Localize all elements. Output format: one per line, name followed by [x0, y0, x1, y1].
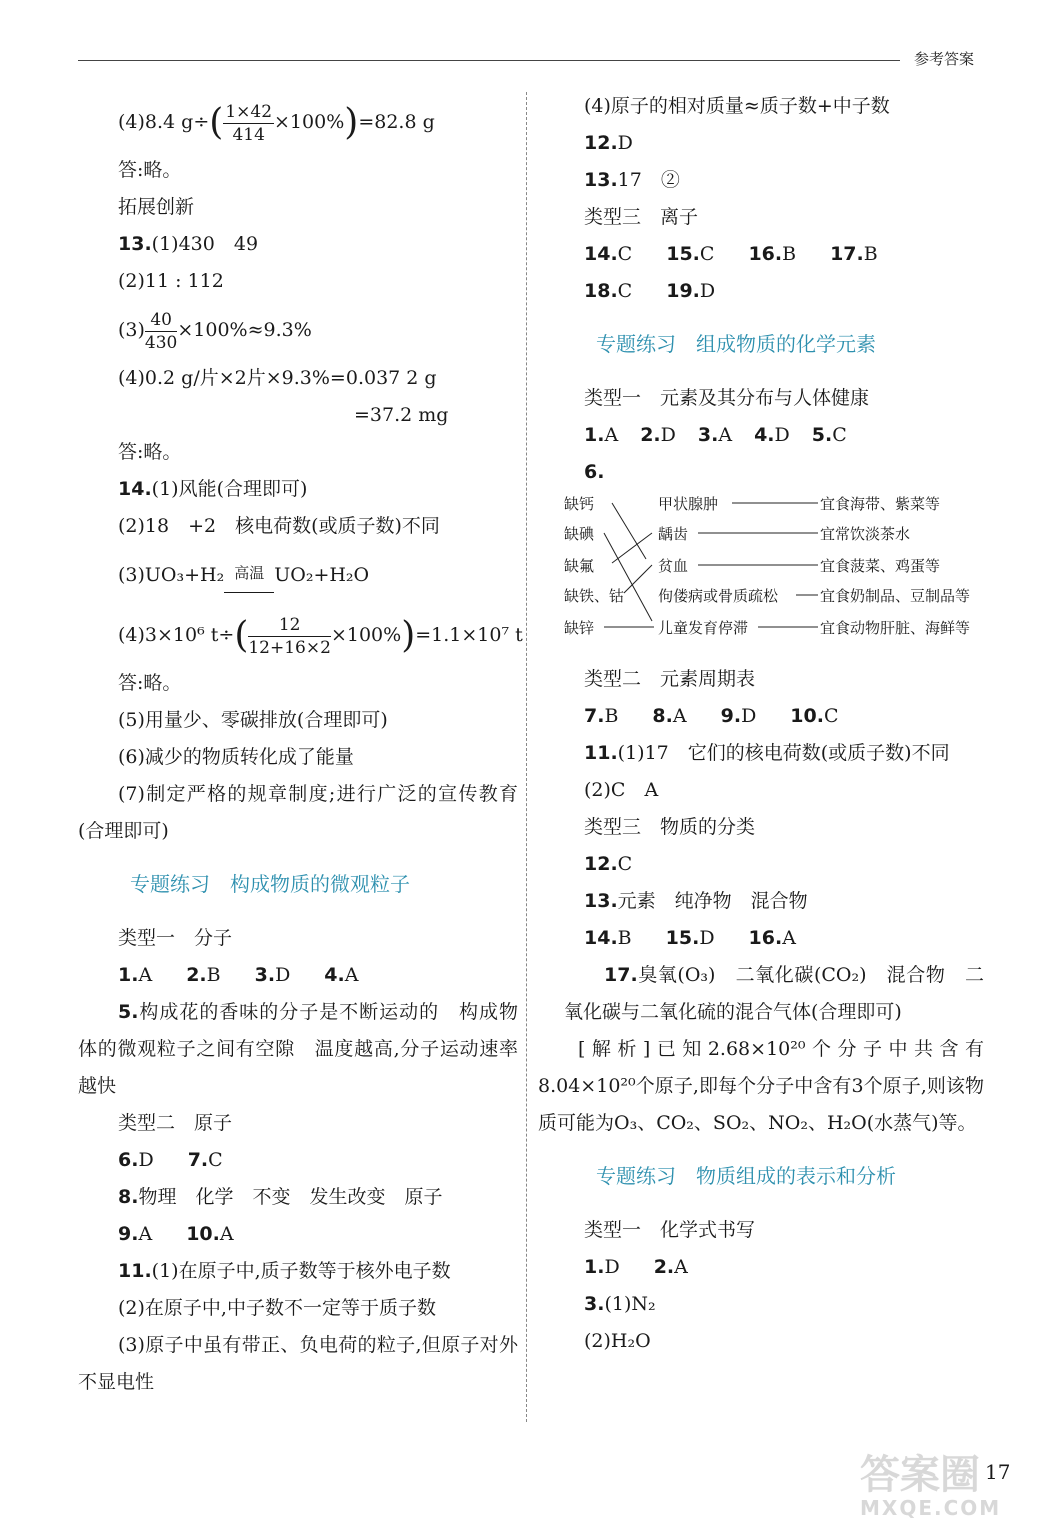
answer-row: 1.D 2.A: [584, 1256, 688, 1278]
match-right-item: 宜常饮淡茶水: [820, 525, 911, 543]
answer-line: (5)用量少、零碳排放(合理即可): [118, 709, 388, 731]
watermark: 答案圈 MXQE.COM: [860, 1452, 1002, 1520]
fraction: $\frac{1\times 42}{414}$: [225, 101, 273, 145]
match-left-item: 缺铁、钴: [564, 587, 625, 605]
header-title: 参考答案: [914, 50, 975, 68]
match-left-item: 缺氟: [564, 557, 595, 575]
match-left-item: 缺碘: [564, 525, 595, 543]
left-column: [78, 100, 523, 1401]
answer-line: 答:略。: [118, 159, 182, 181]
match-right-item: 宜食菠菜、鸡蛋等: [820, 557, 941, 575]
answer-row: 14.B 15.D 16.A: [584, 927, 796, 949]
answer-line: (4)3×10⁶ t÷( $\frac{12}{12+16\times 2}$ ×100%)=1.1×10⁷ t: [118, 614, 523, 658]
answer-row: 14.C 15.C 16.B 17.B: [584, 243, 878, 265]
answer-row: 1.A 2.D 3.A 4.D 5.C: [584, 424, 847, 446]
answer-line: (2)11 : 112: [118, 270, 224, 292]
answer-row: 7.B 8.A 9.D 10.C: [584, 705, 839, 727]
match-mid-item: 贫血: [658, 557, 689, 575]
analysis-line: [解析]已知2.68×10²⁰个分子中共含有8.04×10²⁰个原子,即每个分子中含有3个原子,则该物质可能为O₃、CO₂、SO₂、NO₂、H₂O(水蒸气)等。: [538, 1038, 984, 1134]
answer-line: =37.2 mg: [354, 404, 449, 426]
type-heading: 类型一 化学式书写: [584, 1219, 756, 1241]
answer-line: (2)在原子中,中子数不一定等于质子数: [118, 1297, 436, 1319]
answer-row: 9.A 10.A: [118, 1223, 234, 1245]
answer-line: 13.元素 纯净物 混合物: [584, 890, 808, 912]
answer-row: 12.C: [584, 853, 633, 875]
match-left-item: 缺钙: [564, 495, 595, 513]
answer-line: 11.(1)在原子中,质子数等于核外电子数: [118, 1260, 451, 1282]
answer-line: 答:略。: [118, 672, 182, 694]
match-right-item: 宜食奶制品、豆制品等: [820, 587, 971, 605]
column-divider: [526, 92, 527, 1422]
answer-line: (3) $\frac{40}{430}$ ×100%≈9.3%: [118, 309, 312, 353]
subheading: 拓展创新: [118, 196, 195, 218]
answer-line: (4)0.2 g/片×2片×9.3%=0.037 2 g: [118, 367, 437, 389]
fraction: $\frac{40}{430}$: [144, 309, 178, 353]
answer-line: 14.(1)风能(合理即可): [118, 478, 308, 500]
answer-row: 18.C 19.D: [584, 280, 716, 302]
type-heading: 类型一 分子: [118, 927, 233, 949]
matching-diagram: [564, 491, 984, 661]
type-heading: 类型一 元素及其分布与人体健康: [584, 387, 870, 409]
answer-row: 1.A 2.B 3.D 4.A: [118, 964, 359, 986]
match-right-item: 宜食动物肝脏、海鲜等: [820, 619, 971, 637]
section-title: 专题练习 组成物质的化学元素: [596, 332, 876, 356]
answer-line: (3)原子中虽有带正、负电荷的粒子,但原子对外不显电性: [78, 1334, 518, 1393]
answer-line: (2)18 +2 核电荷数(或质子数)不同: [118, 515, 440, 537]
answer-line: (3)UO₃+H₂ 高温 UO₂+H₂O: [118, 545, 518, 605]
answer-line: 3.(1)N₂: [584, 1293, 656, 1315]
answer-line: (6)减少的物质转化成了能量: [118, 746, 354, 768]
type-heading: 类型三 离子: [584, 206, 699, 228]
answer-line: (4)原子的相对质量≈质子数+中子数: [584, 95, 890, 117]
answer-row: 6.: [584, 461, 605, 483]
match-mid-item: 甲状腺肿: [658, 495, 719, 513]
type-heading: 类型三 物质的分类: [584, 816, 756, 838]
answer-row: 6.D 7.C: [118, 1149, 223, 1171]
section-title: 专题练习 构成物质的微观粒子: [130, 872, 410, 896]
answer-row: 12.D: [584, 132, 633, 154]
answer-line: 8.物理 化学 不变 发生改变 原子: [118, 1186, 443, 1208]
answer-line: 13.(1)430 49: [118, 233, 259, 255]
answer-line: (4)8.4 g÷( $\frac{1\times 42}{414}$ ×100%)=82.8 g: [118, 101, 435, 145]
match-left-item: 缺锌: [564, 619, 595, 637]
type-heading: 类型二 原子: [118, 1112, 233, 1134]
match-mid-item: 佝偻病或骨质疏松: [658, 587, 779, 605]
match-mid-item: 龋齿: [658, 525, 689, 543]
answer-line: 答:略。: [118, 441, 182, 463]
fraction: $\frac{12}{12+16\times 2}$: [248, 614, 331, 658]
match-right-item: 宜食海带、紫菜等: [820, 495, 941, 513]
reaction-arrow: 高温: [224, 582, 274, 605]
answer-line: 11.(1)17 它们的核电荷数(或质子数)不同: [584, 742, 950, 764]
answer-line: 13.17 ②: [584, 169, 680, 191]
header-rule: [78, 60, 900, 61]
match-mid-item: 儿童发育停滞: [658, 619, 749, 637]
answer-line: 17.臭氧(O₃) 二氧化碳(CO₂) 混合物 二氧化碳与二氧化硫的混合气体(合理即可): [564, 964, 984, 1023]
answer-line: (7)制定严格的规章制度;进行广泛的宣传教育(合理即可): [78, 783, 518, 842]
page-number: 17: [985, 1460, 1011, 1484]
type-heading: 类型二 元素周期表: [584, 668, 756, 690]
section-title: 专题练习 物质组成的表示和分析: [596, 1164, 896, 1188]
answer-line: (2)H₂O: [584, 1330, 651, 1352]
answer-line: (2)C A: [584, 779, 659, 801]
answer-line: 5.构成花的香味的分子是不断运动的 构成物体的微观粒子之间有空隙 温度越高,分子运动速率越快: [78, 1001, 518, 1097]
right-column: [538, 88, 984, 1360]
